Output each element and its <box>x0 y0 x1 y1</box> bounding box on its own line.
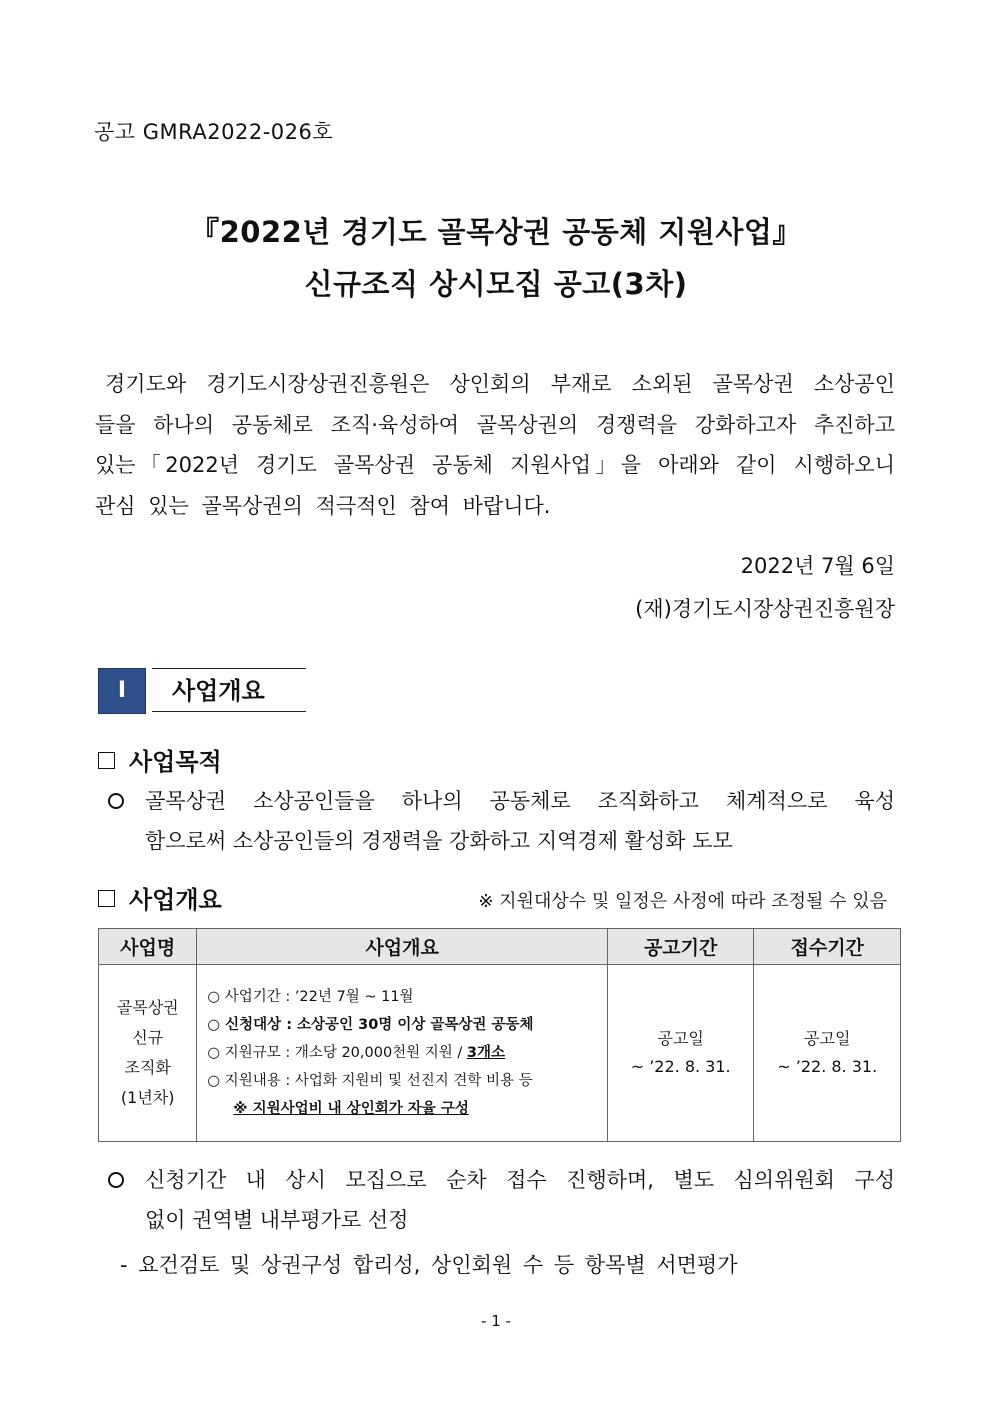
header-receipt-period: 접수기간 <box>754 929 901 965</box>
issuing-organization: (재)경기도시장상권진흥원장 <box>635 597 895 621</box>
purpose-line: 골목상권 소상공인들을 하나의 공동체로 조직화하고 체계적으로 육성 <box>145 789 895 813</box>
intro-line: 관심 있는 골목상권의 적극적인 참여 바랍니다. <box>95 493 551 518</box>
intro-line: 있는「2022년 경기도 골목상권 공동체 지원사업」을 아래와 같이 시행하오니 <box>95 453 895 477</box>
name-line: (1년차) <box>120 1088 175 1107</box>
checkbox-square-icon <box>98 752 115 769</box>
process-line: 신청기간 내 상시 모집으로 순차 접수 진행하며, 별도 심의위원회 구성 <box>145 1168 895 1192</box>
receipt-period-start: 공고일 <box>804 1029 851 1048</box>
table-row <box>99 965 901 1142</box>
overview-heading-text: 사업개요 <box>129 886 222 914</box>
purpose-line: 함으로써 소상공인들의 경쟁력을 강화하고 지역경제 활성화 도모 <box>145 829 733 853</box>
intro-paragraph <box>95 364 895 526</box>
process-line: 없이 권역별 내부평가로 선정 <box>145 1208 409 1232</box>
intro-line: 들을 하나의 공동체로 조직·육성하여 골목상권의 경쟁력을 강화하고자 추진하고 <box>95 412 895 437</box>
notice-date: 2022년 7월 6일 <box>740 554 895 578</box>
circle-bullet-icon <box>108 1172 124 1188</box>
overview-heading <box>98 880 222 915</box>
section-title: 사업개요 <box>152 668 306 712</box>
desc-scale-count: 3개소 <box>466 1045 506 1061</box>
receipt-period-end: ~ ’22. 8. 31. <box>777 1057 878 1076</box>
section-number-badge: Ⅰ <box>98 668 146 714</box>
cell-business-overview <box>197 965 607 1142</box>
header-business-overview: 사업개요 <box>197 929 607 965</box>
desc-content: ○ 지원내용 : 사업화 지원비 및 선진지 견학 비용 등 <box>207 1073 533 1089</box>
table-header-row <box>99 929 901 965</box>
overview-table <box>98 928 901 1142</box>
header-notice-period: 공고기간 <box>607 929 754 965</box>
desc-period: ○ 사업기간 : ’22년 7월 ~ 11월 <box>207 989 414 1005</box>
desc-scale-text: ○ 지원규모 : 개소당 20,000천원 지원 / <box>207 1045 467 1061</box>
cell-notice-period <box>607 965 754 1142</box>
name-line: 조직화 <box>124 1058 171 1077</box>
desc-target: ○ 신청대상 : 소상공인 30명 이상 골목상권 공동체 <box>207 1017 534 1033</box>
notice-period-start: 공고일 <box>657 1029 704 1048</box>
notice-number: 공고 GMRA2022-026호 <box>94 120 334 144</box>
page-number: - 1 - <box>481 1312 511 1330</box>
document-title-line2: 신규조직 상시모집 공고(3차) <box>304 267 688 301</box>
cell-receipt-period <box>754 965 901 1142</box>
checkbox-square-icon <box>98 890 115 907</box>
cell-business-name <box>99 965 197 1142</box>
purpose-heading-text: 사업목적 <box>129 748 222 776</box>
circle-bullet-icon <box>108 793 124 809</box>
name-line: 골목상권 <box>116 998 179 1017</box>
desc-scale <box>207 1039 605 1067</box>
overview-note: ※ 지원대상수 및 일정은 사정에 따라 조정될 수 있음 <box>478 891 887 912</box>
process-sub-item: - 요건검토 및 상권구성 합리성, 상인회원 수 등 항목별 서면평가 <box>120 1253 738 1277</box>
purpose-heading <box>98 742 222 777</box>
notice-period-end: ~ ’22. 8. 31. <box>630 1057 731 1076</box>
name-line: 신규 <box>132 1028 164 1047</box>
intro-line: 경기도와 경기도시장상권진흥원은 상인회의 부재로 소외된 골목상권 소상공인 <box>105 372 895 396</box>
document-title-line1: 『2022년 경기도 골목상권 공동체 지원사업』 <box>190 215 802 249</box>
desc-footnote: ※ 지원사업비 내 상인회가 자율 구성 <box>233 1101 469 1117</box>
header-business-name: 사업명 <box>99 929 197 965</box>
